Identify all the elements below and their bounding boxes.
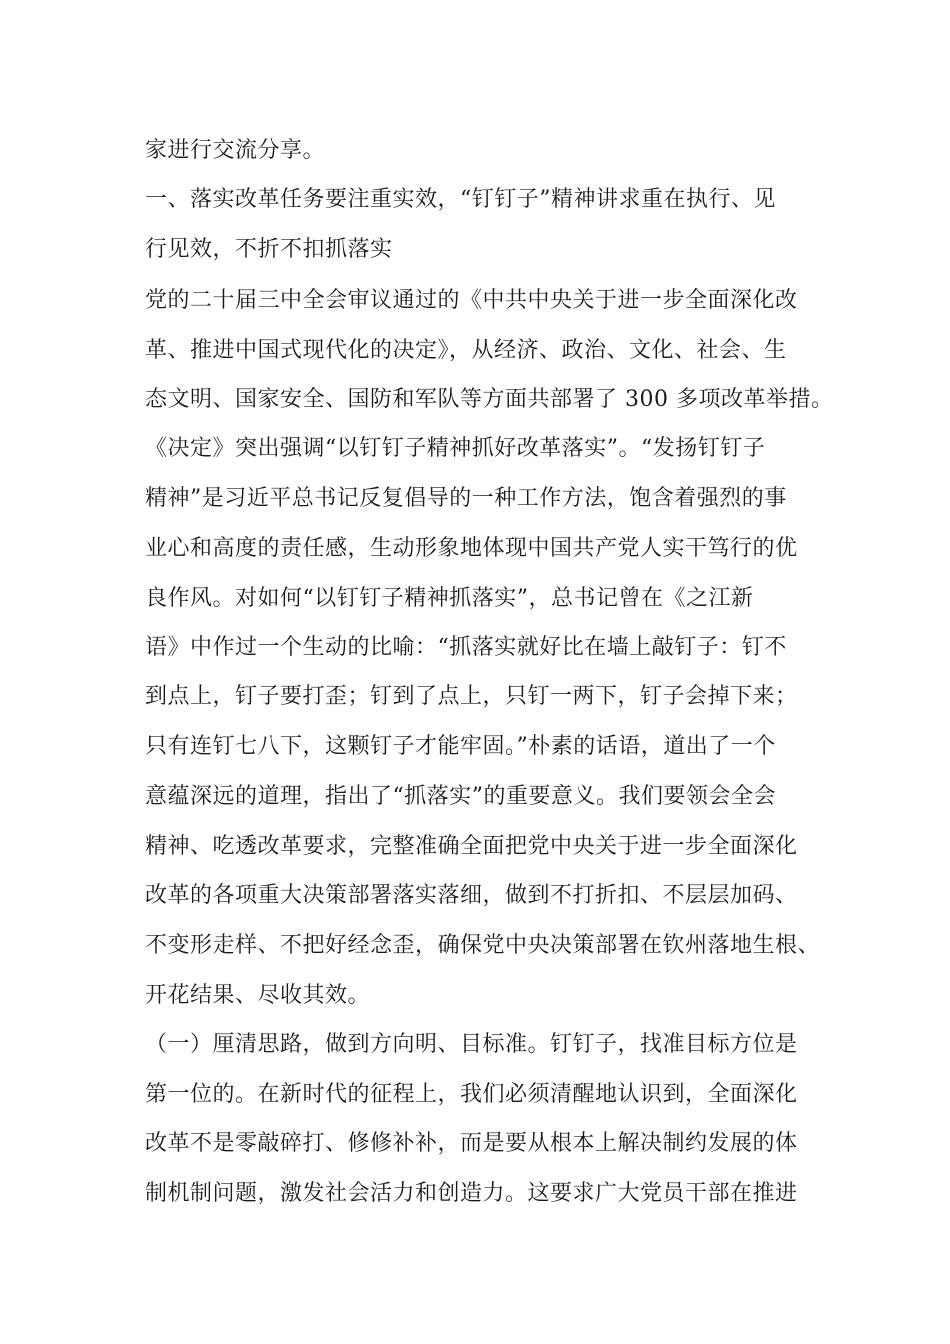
text-line: 语》中作过一个生动的比喻：“抓落实就好比在墙上敲钉子：钉不 — [145, 635, 787, 660]
text-line: 业心和高度的责任感，生动形象地体现中国共产党人实干笃行的优 — [145, 536, 798, 561]
text-line: 革、推进中国式现代化的决定》，从经济、政治、文化、社会、生 — [145, 338, 787, 363]
text-line: 只有连钉七八下，这颗钉子才能牢固。”朴素的话语，道出了一个 — [145, 734, 776, 759]
text-line: 到点上，钉子要打歪；钉到了点上，只钉一两下，钉子会掉下来； — [145, 684, 798, 709]
text-line: 意蕴深远的道理，指出了“抓落实”的重要意义。我们要领会全会 — [145, 784, 776, 809]
text-line: 精神”是习近平总书记反复倡导的一种工作方法，饱含着强烈的事 — [145, 486, 787, 511]
text-line: 家进行交流分享。 — [145, 138, 326, 163]
text-line: 改革的各项重大决策部署落实落细，做到不打折扣、不层层加码、 — [145, 883, 798, 908]
section-heading-line: 行见效，不折不扣抓落实 — [145, 237, 393, 262]
text-line: 第一位的。在新时代的征程上，我们必须清醒地认识到，全面深化 — [145, 1082, 798, 1107]
text-line: 《决定》突出强调“以钉钉子精神抓好改革落实”。“发扬钉钉子 — [145, 436, 766, 461]
section-heading-line: 一、落实改革任务要注重实效，“钉钉子”精神讲求重在执行、见 — [145, 187, 776, 212]
text-line: 良作风。对如何“以钉钉子精神抓落实”，总书记曾在《之江新 — [145, 586, 754, 611]
text-line: 态文明、国家安全、国防和军队等方面共部署了 300 多项改革举措。 — [145, 387, 834, 412]
text-line: 开花结果、尽收其效。 — [145, 983, 371, 1008]
text-line: 改革不是零敲碎打、修修补补，而是要从根本上解决制约发展的体 — [145, 1131, 798, 1156]
text-line: 不变形走样、不把好经念歪，确保党中央决策部署在钦州落地生根、 — [145, 933, 821, 958]
subsection-line: （一）厘清思路，做到方向明、目标准。钉钉子，找准目标方位是 — [145, 1032, 798, 1057]
text-line: 党的二十届三中全会审议通过的《中共中央关于进一步全面深化改 — [145, 288, 798, 313]
text-line: 制机制问题，激发社会活力和创造力。这要求广大党员干部在推进 — [145, 1181, 798, 1206]
text-line: 精神、吃透改革要求，完整准确全面把党中央关于进一步全面深化 — [145, 834, 798, 859]
